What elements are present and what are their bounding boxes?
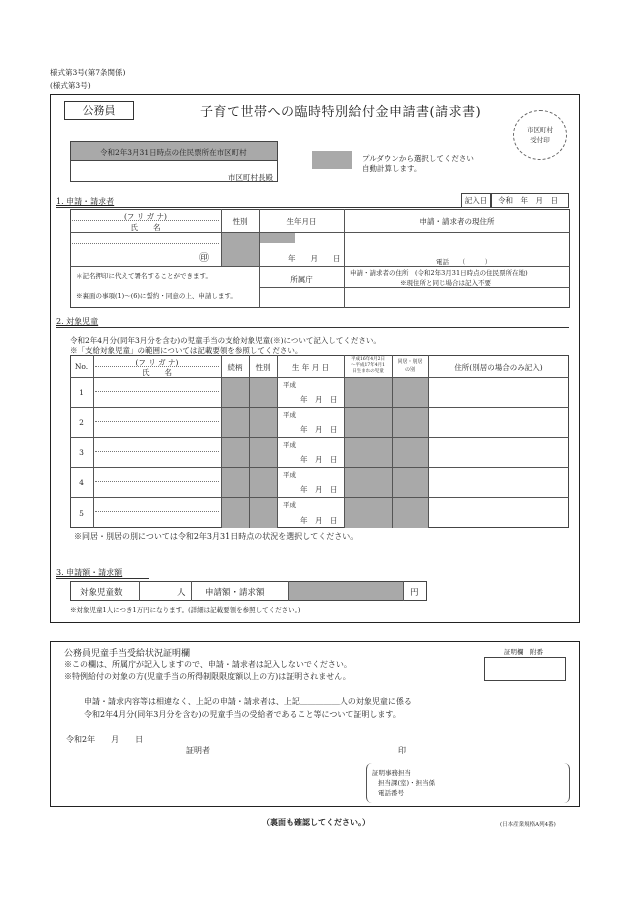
form-title: 子育て世帯への臨時特別給付金申請書(請求書) xyxy=(200,105,482,120)
child-sex-select[interactable] xyxy=(250,408,277,437)
col-furigana: (フ リ ガ ナ) xyxy=(135,358,179,367)
live-status-note: ※同居・別居の別については令和2年3月31日時点の状況を選択してください。 xyxy=(74,532,359,541)
section1-title: 1. 申請・請求者 xyxy=(56,197,115,206)
name-input[interactable] xyxy=(72,245,219,264)
child-address-input[interactable] xyxy=(430,379,567,406)
section3-title: 3. 申請額・請求額 xyxy=(56,568,123,577)
child-name-input[interactable] xyxy=(95,438,219,466)
born-range-select[interactable] xyxy=(345,468,392,497)
address-label: 申請・請求者の現住所 xyxy=(419,217,495,226)
live-together-select[interactable] xyxy=(393,498,428,528)
col-born-1: 平成16年4月2日 xyxy=(351,357,385,362)
cert-note-1: ※この欄は、所属庁が記入しますので、申請・請求者は記入しないでください。 xyxy=(64,660,352,669)
col-address: 住所(別居の場合のみ記入) xyxy=(454,363,543,372)
relation-select[interactable] xyxy=(222,438,249,467)
col-born-2: ～平成17年4月1 xyxy=(351,363,385,368)
child-count-label: 対象児童数 xyxy=(80,588,123,598)
amount-value xyxy=(289,582,403,600)
child-sex-select[interactable] xyxy=(250,378,277,407)
live-together-select[interactable] xyxy=(393,468,428,497)
col-born-3: 日生まれの児童 xyxy=(352,369,384,374)
entry-date-field[interactable]: 令和 年 月 日 xyxy=(491,193,569,208)
child-address-input[interactable] xyxy=(430,469,567,496)
dob-label: 生年月日 xyxy=(286,217,317,226)
child-address-input[interactable] xyxy=(430,439,567,466)
mayor-label: 市区町村長殿 xyxy=(228,173,273,182)
child-name-input[interactable] xyxy=(95,408,219,436)
col-live-2: の別 xyxy=(404,367,415,373)
born-range-select[interactable] xyxy=(345,498,392,528)
residence-label: 令和2年3月31日時点の住民票所在市区町村 xyxy=(100,148,247,157)
children-desc-1: 令和2年4月分(同年3月分を含む)の児童手当の支給対象児童(※)について記入してください。 xyxy=(70,336,381,345)
seal-mark: ㊞ xyxy=(199,253,209,264)
contact-2: 担当課(室)・担当係 xyxy=(378,779,436,787)
entry-date-label: 記入日 xyxy=(461,193,491,208)
born-range-select[interactable] xyxy=(345,378,392,407)
child-address-input[interactable] xyxy=(430,499,567,527)
address-input[interactable] xyxy=(346,234,568,254)
child-address-input[interactable] xyxy=(430,409,567,436)
affiliation-label: 所属庁 xyxy=(290,275,313,284)
live-together-select[interactable] xyxy=(393,378,428,407)
paper-standard: (日本産業規格A列4番) xyxy=(500,822,556,828)
col-live-1: 同居・別居 xyxy=(397,359,423,365)
dropdown-note-1: プルダウンから選択してください xyxy=(362,154,474,163)
reception-seal-circle xyxy=(513,110,567,160)
furigana-label: (フ リ ガ ナ) xyxy=(123,212,167,221)
dropdown-note-2: 自動計算します。 xyxy=(362,164,422,173)
relation-select[interactable] xyxy=(222,378,249,407)
form-number: 様式第3号(第7条関係) xyxy=(50,68,126,77)
certifier-seal: 印 xyxy=(398,746,406,755)
sex-select[interactable] xyxy=(222,233,259,266)
sex-label: 性別 xyxy=(232,217,248,226)
child-name-input[interactable] xyxy=(95,378,219,406)
certifier-label: 証明者 xyxy=(186,746,210,755)
era-select[interactable] xyxy=(260,233,295,243)
child-sex-select[interactable] xyxy=(250,438,277,467)
signature-note: ＊記名押印に代えて署名することができます。 xyxy=(76,272,212,280)
cert-body-1: 申請・請求内容等は相違なく、上記の申請・請求者は、上記＿＿＿＿＿人の対象児童に係る xyxy=(84,697,412,706)
cert-body-2: 令和2年4月分(同年3月分を含む)の児童手当の受給者であること等について証明します。 xyxy=(84,710,401,719)
child-sex-select[interactable] xyxy=(250,498,277,528)
relation-select[interactable] xyxy=(222,408,249,437)
child-name-input[interactable] xyxy=(95,498,219,527)
consent-note: ※裏面の事項(1)～(6)に誓約・同意の上、申請します。 xyxy=(76,292,237,300)
form-number-alt: (様式第3号) xyxy=(50,81,91,90)
amount-label: 申請額・請求額 xyxy=(205,588,265,598)
amount-unit: 円 xyxy=(410,588,419,598)
section2-title: 2. 対象児童 xyxy=(56,317,99,326)
live-together-select[interactable] xyxy=(393,408,428,437)
furigana-input[interactable] xyxy=(72,234,219,242)
contact-3: 電話番号 xyxy=(378,789,404,797)
col-relation: 続柄 xyxy=(227,363,243,372)
amount-note: ※対象児童1人につき1万円になります。(詳細は記載要領を参照してください。) xyxy=(70,606,301,614)
cert-title: 公務員児童手当受給状況証明欄 xyxy=(64,649,191,659)
affiliation-input[interactable] xyxy=(261,289,342,306)
seal-text-1: 市区町村 xyxy=(527,126,553,134)
civil-servant-badge: 公務員 xyxy=(64,101,134,120)
contact-1: 証明事務担当 xyxy=(372,769,411,777)
cert-number-label: 証明欄 附番 xyxy=(504,648,543,656)
child-sex-select[interactable] xyxy=(250,468,277,497)
cert-note-2: ※特例給付の対象の方(児童手当の所得制限限度額以上の方)は証明されません。 xyxy=(64,672,351,681)
relation-select[interactable] xyxy=(222,468,249,497)
seal-text-2: 受付印 xyxy=(530,136,550,144)
name-label: 氏 名 xyxy=(130,223,161,232)
children-desc-2: ※「支給対象児童」の範囲については記載要領を参照してください。 xyxy=(70,346,303,355)
born-range-select[interactable] xyxy=(345,438,392,467)
born-range-select[interactable] xyxy=(345,408,392,437)
col-sex: 性別 xyxy=(255,363,271,372)
child-count-value[interactable] xyxy=(141,583,175,599)
relation-select[interactable] xyxy=(222,498,249,528)
child-name-input[interactable] xyxy=(95,468,219,496)
dropdown-legend-swatch xyxy=(312,151,352,169)
child-count-unit: 人 xyxy=(177,588,186,598)
phone-field[interactable]: 電話 （ ） xyxy=(436,258,492,266)
cert-date: 令和2年 月 日 xyxy=(66,735,144,744)
dob-ymd: 年 月 日 xyxy=(288,254,341,263)
live-together-select[interactable] xyxy=(393,438,428,467)
col-name: 氏 名 xyxy=(142,368,172,377)
residence-address-note-2: ※現住所と同じ場合は記入不要 xyxy=(400,279,491,287)
residence-address-input[interactable] xyxy=(346,289,568,306)
col-dob: 生 年 月 日 xyxy=(291,363,330,372)
col-no: No. xyxy=(74,362,89,371)
footer-note: （裏面も確認してください。） xyxy=(262,817,370,827)
cert-number-input[interactable] xyxy=(484,657,566,681)
section1-rule xyxy=(56,207,461,208)
residence-address-note-1: 申請・請求者の住所 (令和2年3月31日時点の住民票所在地) xyxy=(350,269,528,277)
